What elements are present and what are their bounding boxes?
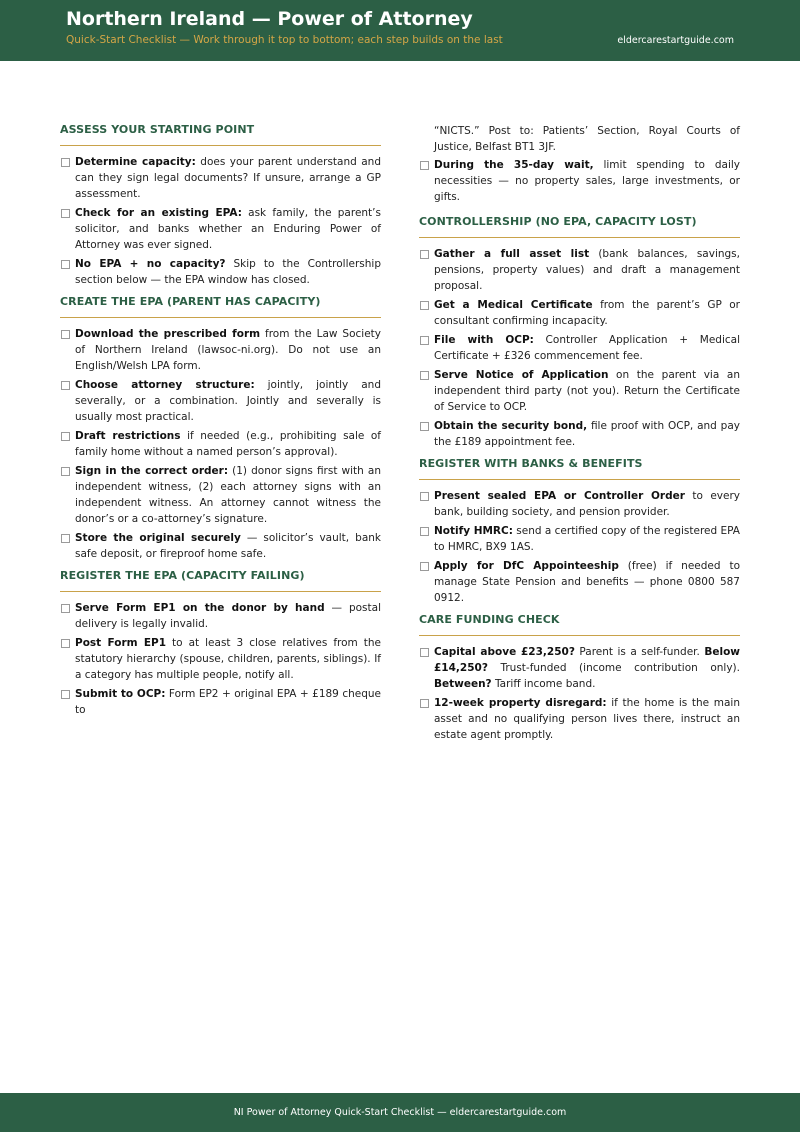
checkbox-icon[interactable] — [61, 467, 70, 476]
section-title: ASSESS YOUR STARTING POINT — [60, 123, 381, 146]
item-lead: Store the original securely — [75, 532, 241, 544]
section-care-funding — [419, 613, 740, 743]
item-lead: Choose attorney structure: — [75, 379, 255, 391]
item-lead: Capital above £23,250? — [434, 646, 575, 658]
checklist-item — [419, 558, 740, 606]
item-text: — postal delivery is legally invalid. — [75, 602, 381, 630]
item-lead: Determine capacity: — [75, 156, 196, 168]
checklist-item — [419, 157, 740, 205]
section-title: CONTROLLERSHIP (NO EPA, CAPACITY LOST) — [419, 215, 740, 238]
page-title: Northern Ireland — Power of Attorney — [66, 8, 473, 30]
checkbox-icon[interactable] — [61, 158, 70, 167]
section-title: REGISTER THE EPA (CAPACITY FAILING) — [60, 569, 381, 592]
checklist-item — [60, 205, 381, 253]
continued-text: “NICTS.” Post to: Patients’ Section, Royal Courts of Justice, Belfast BT1 3JF. — [434, 125, 740, 153]
section-assess — [60, 123, 381, 288]
checklist-item — [419, 297, 740, 329]
item-lead: Serve Notice of Application — [434, 369, 609, 381]
checklist-item — [419, 695, 740, 743]
page-footer — [0, 1093, 800, 1132]
item-text: file proof with OCP, and pay the £189 appointment fee. — [434, 420, 740, 448]
checkbox-icon[interactable] — [420, 336, 429, 345]
item-text: Trust-funded (income contribution only). — [487, 662, 740, 674]
checkbox-icon[interactable] — [61, 381, 70, 390]
item-lead: Download the prescribed form — [75, 328, 261, 340]
checkbox-icon[interactable] — [420, 492, 429, 501]
item-lead: 12-week property disregard: — [434, 697, 607, 709]
item-text: send a certified copy of the registered EPA to HMRC, BX9 1AS. — [434, 525, 740, 553]
checkbox-icon[interactable] — [420, 422, 429, 431]
item-text: Parent is a self-funder. — [574, 646, 705, 658]
item-text: Tariff income band. — [491, 678, 596, 690]
checklist-item — [419, 523, 740, 555]
item-text: Controller Application + Medical Certificate + £326 commencement fee. — [434, 334, 740, 362]
item-text: from the Law Society of Northern Ireland (lawsoc-ni.org). Do not use an English/Welsh LPA form. — [75, 328, 381, 372]
item-lead: Below £14,250? — [434, 646, 741, 674]
item-lead: Sign in the correct order: — [75, 465, 229, 477]
item-text: on the parent via an independent third party (not you). Return the Certificate of Service to OCP. — [434, 369, 740, 413]
left-column — [60, 123, 381, 725]
item-text: to every bank, building society, and pension provider. — [434, 490, 740, 518]
checklist-item — [60, 530, 381, 562]
item-text: ask family, the parent’s solicitor, and banks whether an Enduring Power of Attorney was ever signed. — [75, 207, 381, 251]
item-lead: Post Form EP1 — [75, 637, 167, 649]
checkbox-icon[interactable] — [420, 648, 429, 657]
section-controllership — [419, 215, 740, 450]
item-text: Form EP2 + original EPA + £189 cheque to — [75, 688, 381, 716]
item-lead: Submit to OCP: — [75, 688, 166, 700]
item-text: if the home is the main asset and no qualifying person lives there, instruct an estate agent promptly. — [434, 697, 740, 741]
item-lead: Present sealed EPA or Controller Order — [434, 490, 685, 502]
item-lead: During the 35-day wait, — [434, 159, 594, 171]
item-lead: Draft restrictions — [75, 430, 181, 442]
checklist-item — [419, 418, 740, 450]
item-lead: Obtain the security bond, — [434, 420, 588, 432]
item-lead: Serve Form EP1 on the donor by hand — [75, 602, 325, 614]
item-lead: Between? — [434, 678, 492, 690]
checklist-item — [419, 332, 740, 364]
item-text: (bank balances, savings, pensions, property values) and draft a management proposal. — [434, 248, 740, 292]
item-text: — solicitor’s vault, bank safe deposit, or fireproof home safe. — [75, 532, 381, 560]
item-lead: Check for an existing EPA: — [75, 207, 242, 219]
right-column — [419, 123, 740, 750]
checklist-item — [60, 377, 381, 425]
item-text: jointly, jointly and severally, or a combination. Jointly and severally is usually most practical. — [75, 379, 381, 423]
item-text: (1) donor signs first with an independent witness, (2) each attorney signs with an independent witness. An attorney cannot witness the donor’s or a co-attorney’s signature. — [75, 465, 382, 525]
checklist-item — [419, 644, 740, 692]
checklist-item — [60, 256, 381, 288]
section-title: CARE FUNDING CHECK — [419, 613, 740, 636]
item-lead: Apply for DfC Appointeeship — [434, 560, 619, 572]
item-text: limit spending to daily necessities — no property sales, large investments, or gifts. — [434, 159, 740, 203]
footer-text: NI Power of Attorney Quick-Start Checklist — eldercarestartguide.com — [233, 1107, 567, 1118]
item-text: does your parent understand and can they sign legal documents? If unsure, arrange a GP assessment. — [75, 156, 381, 200]
checkbox-icon[interactable] — [420, 301, 429, 310]
checklist-item — [60, 463, 381, 527]
checklist-item — [60, 600, 381, 632]
checkbox-icon[interactable] — [420, 250, 429, 259]
item-lead: No EPA + no capacity? — [75, 258, 226, 270]
checklist-item — [419, 246, 740, 294]
section-title: CREATE THE EPA (PARENT HAS CAPACITY) — [60, 295, 381, 318]
item-lead: File with OCP: — [434, 334, 534, 346]
checkbox-icon[interactable] — [420, 161, 429, 170]
item-text: to at least 3 close relatives from the statutory hierarchy (spouse, children, parents, siblings). If a category has multiple people, notify all. — [75, 637, 381, 681]
item-lead: Notify HMRC: — [434, 525, 513, 537]
section-banks-benefits — [419, 457, 740, 606]
item-text: if needed (e.g., prohibiting sale of family home without a named person’s approval). — [75, 430, 381, 458]
item-lead: Gather a full asset list — [434, 248, 590, 260]
checkbox-icon[interactable] — [61, 260, 70, 269]
checkbox-icon[interactable] — [61, 534, 70, 543]
checkbox-icon[interactable] — [61, 432, 70, 441]
checklist-item — [60, 635, 381, 683]
section-create-epa — [60, 295, 381, 562]
checklist-item — [419, 367, 740, 415]
checklist-item — [419, 488, 740, 520]
checkbox-icon[interactable] — [420, 699, 429, 708]
section-title: REGISTER WITH BANKS & BENEFITS — [419, 457, 740, 480]
checkbox-icon[interactable] — [420, 562, 429, 571]
checkbox-icon[interactable] — [420, 527, 429, 536]
checklist-item — [60, 686, 381, 718]
checkbox-icon[interactable] — [61, 209, 70, 218]
page-header — [0, 0, 800, 61]
checkbox-icon[interactable] — [420, 371, 429, 380]
item-text: Skip to the Controllership section below — the EPA window has closed. — [75, 258, 381, 286]
item-lead: Get a Medical Certificate — [434, 299, 593, 311]
checklist-item — [60, 428, 381, 460]
checkbox-icon[interactable] — [61, 690, 70, 699]
item-text: (free) if needed to manage State Pension and benefits — phone 0800 587 0912. — [434, 560, 740, 604]
site-url: eldercarestartguide.com — [617, 35, 734, 46]
checklist-item — [60, 326, 381, 374]
page-subtitle: Quick-Start Checklist — Work through it top to bottom; each step builds on the last — [66, 34, 503, 46]
checkbox-icon[interactable] — [61, 639, 70, 648]
section-register-epa — [60, 569, 381, 718]
checkbox-icon[interactable] — [61, 604, 70, 613]
checkbox-icon[interactable] — [61, 330, 70, 339]
checklist-item — [60, 154, 381, 202]
item-text: from the parent’s GP or consultant confirming incapacity. — [434, 299, 741, 327]
